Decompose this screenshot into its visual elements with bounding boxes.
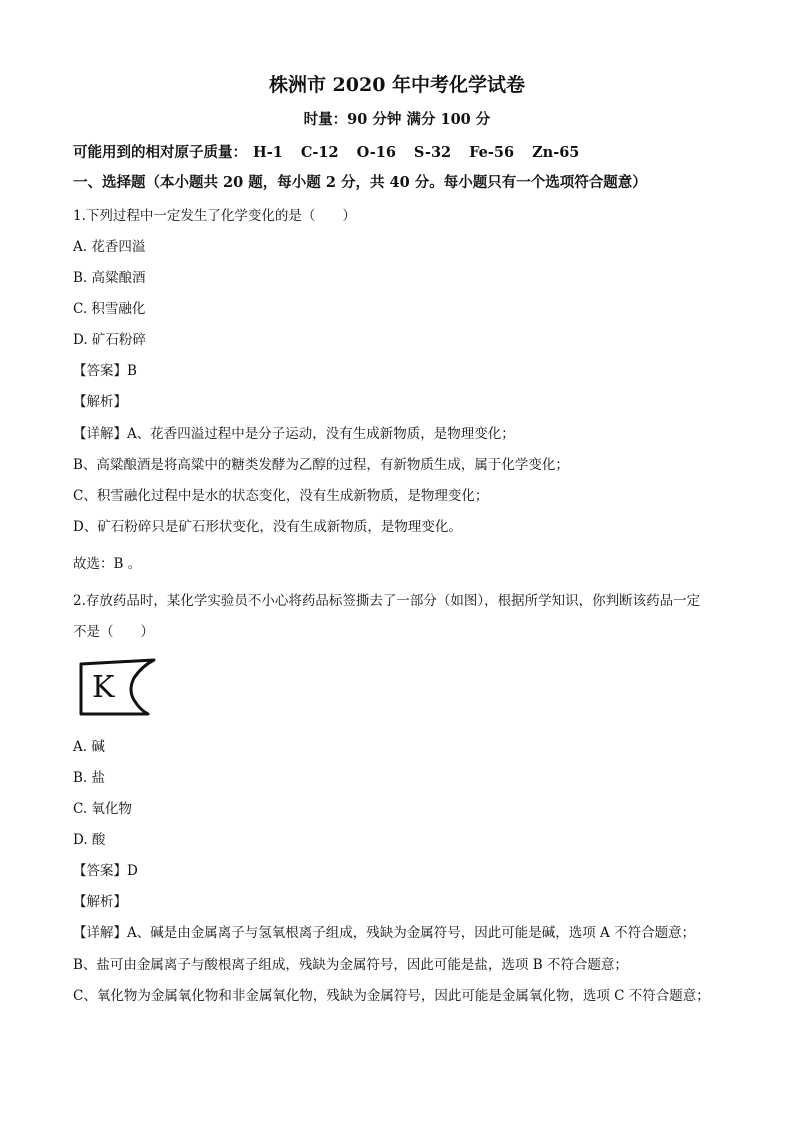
q1-option-c: C. 积雪融化	[73, 301, 146, 317]
q1-analysis-label: 【解析】	[73, 394, 127, 410]
q2-stem-line1: 2.存放药品时，某化学实验员不小心将药品标签撕去了一部分（如图），根据所学知识，你判断该药品一定	[73, 593, 701, 609]
exam-subtitle: 时量：90 分钟 满分 100 分	[303, 111, 491, 128]
q2-detail-c: C、氧化物为金属氧化物和非金属氧化物，残缺为金属符号，因此可能是金属氧化物，选项 C 不符合题意；	[73, 988, 710, 1004]
label-symbol: K	[92, 670, 115, 705]
q1-detail-a: 【详解】A、花香四溢过程中是分子运动，没有生成新物质，是物理变化；	[73, 426, 515, 442]
q1-option-a: A. 花香四溢	[73, 239, 146, 255]
q2-detail-b: B、盐可由金属离子与酸根离子组成，残缺为金属符号，因此可能是盐，选项 B 不符合题意；	[73, 957, 628, 973]
atomic-mass: C-12	[300, 144, 339, 161]
atomic-masses-line	[73, 141, 597, 162]
q1-answer: 【答案】B	[73, 363, 137, 379]
atomic-mass: H-1	[253, 144, 283, 161]
q1-option-b: B. 高粱酿酒	[73, 270, 146, 286]
torn-label-figure	[78, 656, 166, 718]
q2-option-a: A. 碱	[73, 739, 105, 755]
q1-option-d: D. 矿石粉碎	[73, 332, 146, 348]
q2-analysis-label: 【解析】	[73, 894, 127, 910]
exam-title: 株洲市 2020 年中考化学试卷	[268, 74, 526, 96]
q2-detail-a: 【详解】A、碱是由金属离子与氢氧根离子组成，残缺为金属符号，因此可能是碱，选项 A 不符合题意；	[73, 925, 696, 941]
q1-stem: 1.下列过程中一定发生了化学变化的是（ ）	[73, 208, 356, 224]
q1-conclusion: 故选：B 。	[73, 556, 142, 572]
atomic-mass: Zn-65	[532, 144, 580, 161]
q2-option-b: B. 盐	[73, 770, 106, 786]
atomic-mass: Fe-56	[469, 144, 515, 161]
q2-option-c: C. 氧化物	[73, 801, 132, 817]
q1-detail-d: D、矿石粉碎只是矿石形状变化，没有生成新物质，是物理变化。	[73, 519, 462, 535]
atomic-mass: O-16	[356, 144, 396, 161]
q1-detail-b: B、高粱酿酒是将高粱中的糖类发酵为乙醇的过程，有新物质生成，属于化学变化；	[73, 457, 569, 473]
atomic-masses-lead: 可能用到的相对原子质量：	[73, 144, 247, 161]
section-heading: 一、选择题（本小题共 20 题，每小题 2 分，共 40 分。每小题只有一个选项符合题意）	[73, 174, 647, 191]
q1-detail-c: C、积雪融化过程中是水的状态变化，没有生成新物质，是物理变化；	[73, 488, 489, 504]
q2-stem-line2: 不是（ ）	[73, 624, 154, 640]
q2-answer: 【答案】D	[73, 863, 138, 879]
atomic-mass: S-32	[413, 144, 452, 161]
q2-option-d: D. 酸	[73, 832, 106, 848]
